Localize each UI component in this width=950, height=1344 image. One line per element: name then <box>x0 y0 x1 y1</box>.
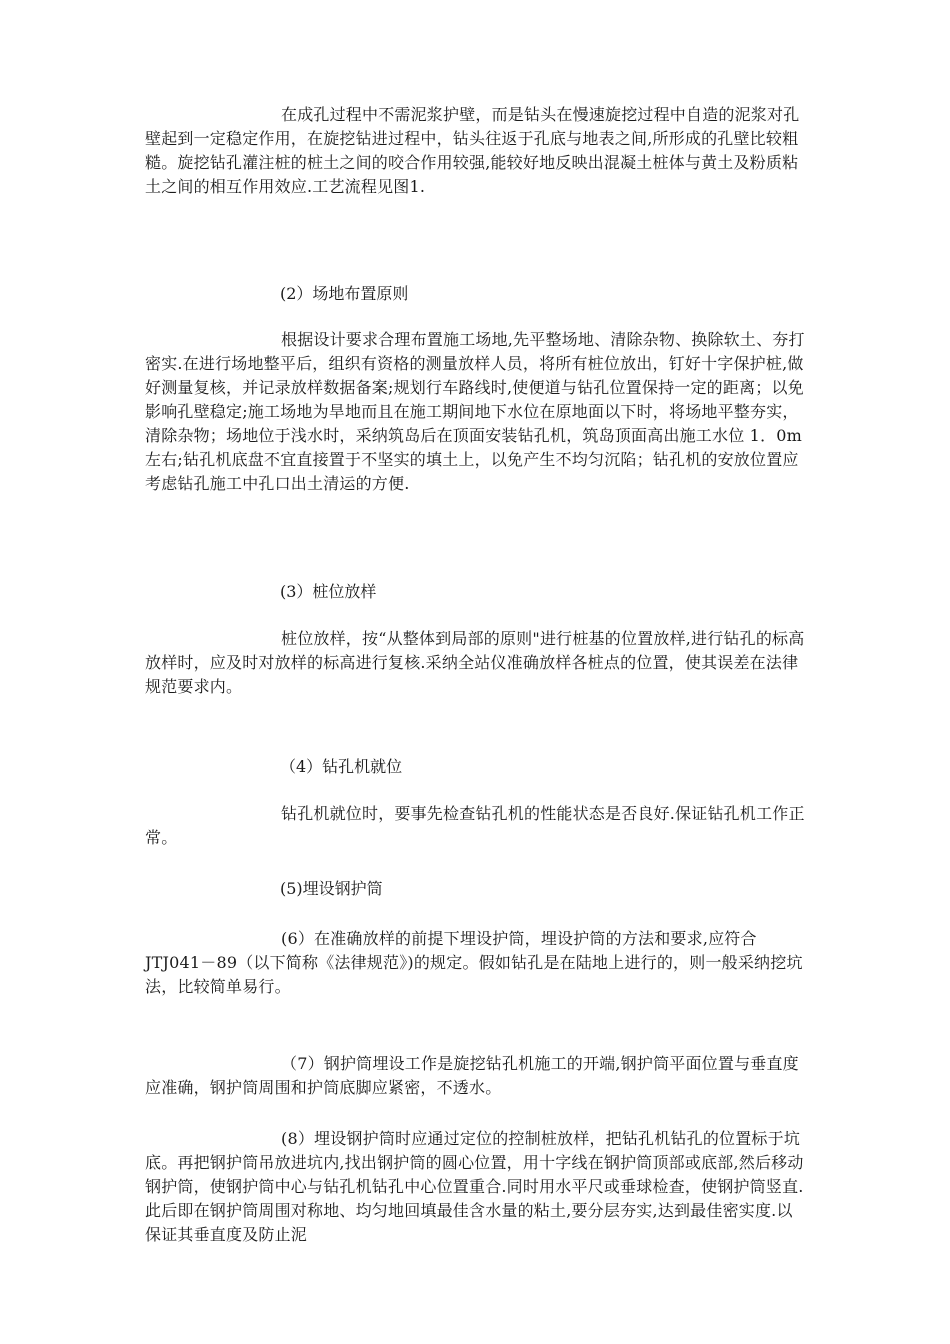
heading-drill-positioning: （4）钻孔机就位 <box>280 757 403 776</box>
paragraph-process-description: 在成孔过程中不需泥浆护壁，而是钻头在慢速旋挖过程中自造的泥浆对孔壁起到一定稳定作用，在旋挖钻进过程中，钻头往返于孔底与地表之间,所形成的孔壁比较粗糙。旋挖钻孔灌注桩的桩土之间的咬合作用较强,能较好地反映出混凝土桩体与黄土及粉质粘土之间的相互作用效应.工艺流程见图1. <box>145 105 800 196</box>
paragraph-casing-requirements: (6）在准确放样的前提下埋设护筒，埋设护筒的方法和要求,应符合 JTJ041－89（以下简称《法律规范》)的规定。假如钻孔是在陆地上进行的，则一般采纳挖坑法，比较简单易行。 <box>145 929 803 996</box>
paragraph-casing-procedure: (8）埋设钢护筒时应通过定位的控制桩放样，把钻孔机钻孔的位置标于坑底。再把钢护筒吊放进坑内,找出钢护筒的圆心位置，用十字线在钢护筒顶部或底部,然后移动钢护筒，使钢护筒中心与钻孔机钻孔中心位置重合.同时用水平尺或垂球检查，使钢护筒竖直.此后即在钢护筒周围对称地、均匀地回填最佳含水量的粘土,要分层夯实,达到最佳密实度.以保证其垂直度及防止泥 <box>145 1129 804 1244</box>
paragraph-site-layout: 根据设计要求合理布置施工场地,先平整场地、清除杂物、换除软土、夯打密实.在进行场地整平后，组织有资格的测量放样人员，将所有桩位放出，钉好十字保护桩,做好测量复核，并记录放样数据备案;规划行车路线时,使便道与钻孔位置保持一定的距离；以免影响孔壁稳定;施工场地为旱地而且在施工期间地下水位在原地面以下时，将场地平整夯实，清除杂物；场地位于浅水时，采纳筑岛后在顶面安装钻孔机，筑岛顶面高出施工水位 1．0m左右;钻孔机底盘不宜直接置于不坚实的填土上，以免产生不均匀沉陷；钻孔机的安放位置应考虑钻孔施工中孔口出土清运的方便. <box>145 330 805 493</box>
paragraph-pile-setting-out: 桩位放样，按“从整体到局部的原则"进行桩基的位置放样,进行钻孔的标高放样时，应及时对放样的标高进行复核.采纳全站仪准确放样各桩点的位置，使其误差在法律规范要求内。 <box>145 629 805 696</box>
paragraph-casing-start: （7）钢护筒埋设工作是旋挖钻孔机施工的开端,钢护筒平面位置与垂直度应准确，钢护筒周围和护筒底脚应紧密，不透水。 <box>145 1054 799 1097</box>
heading-site-layout: (2）场地布置原则 <box>280 284 409 303</box>
heading-pile-setting-out: (3）桩位放样 <box>280 582 377 601</box>
heading-casing-embedding: (5)埋设钢护筒 <box>280 879 383 898</box>
paragraph-drill-positioning: 钻孔机就位时，要事先检查钻孔机的性能状态是否良好.保证钻孔机工作正常。 <box>145 804 805 847</box>
